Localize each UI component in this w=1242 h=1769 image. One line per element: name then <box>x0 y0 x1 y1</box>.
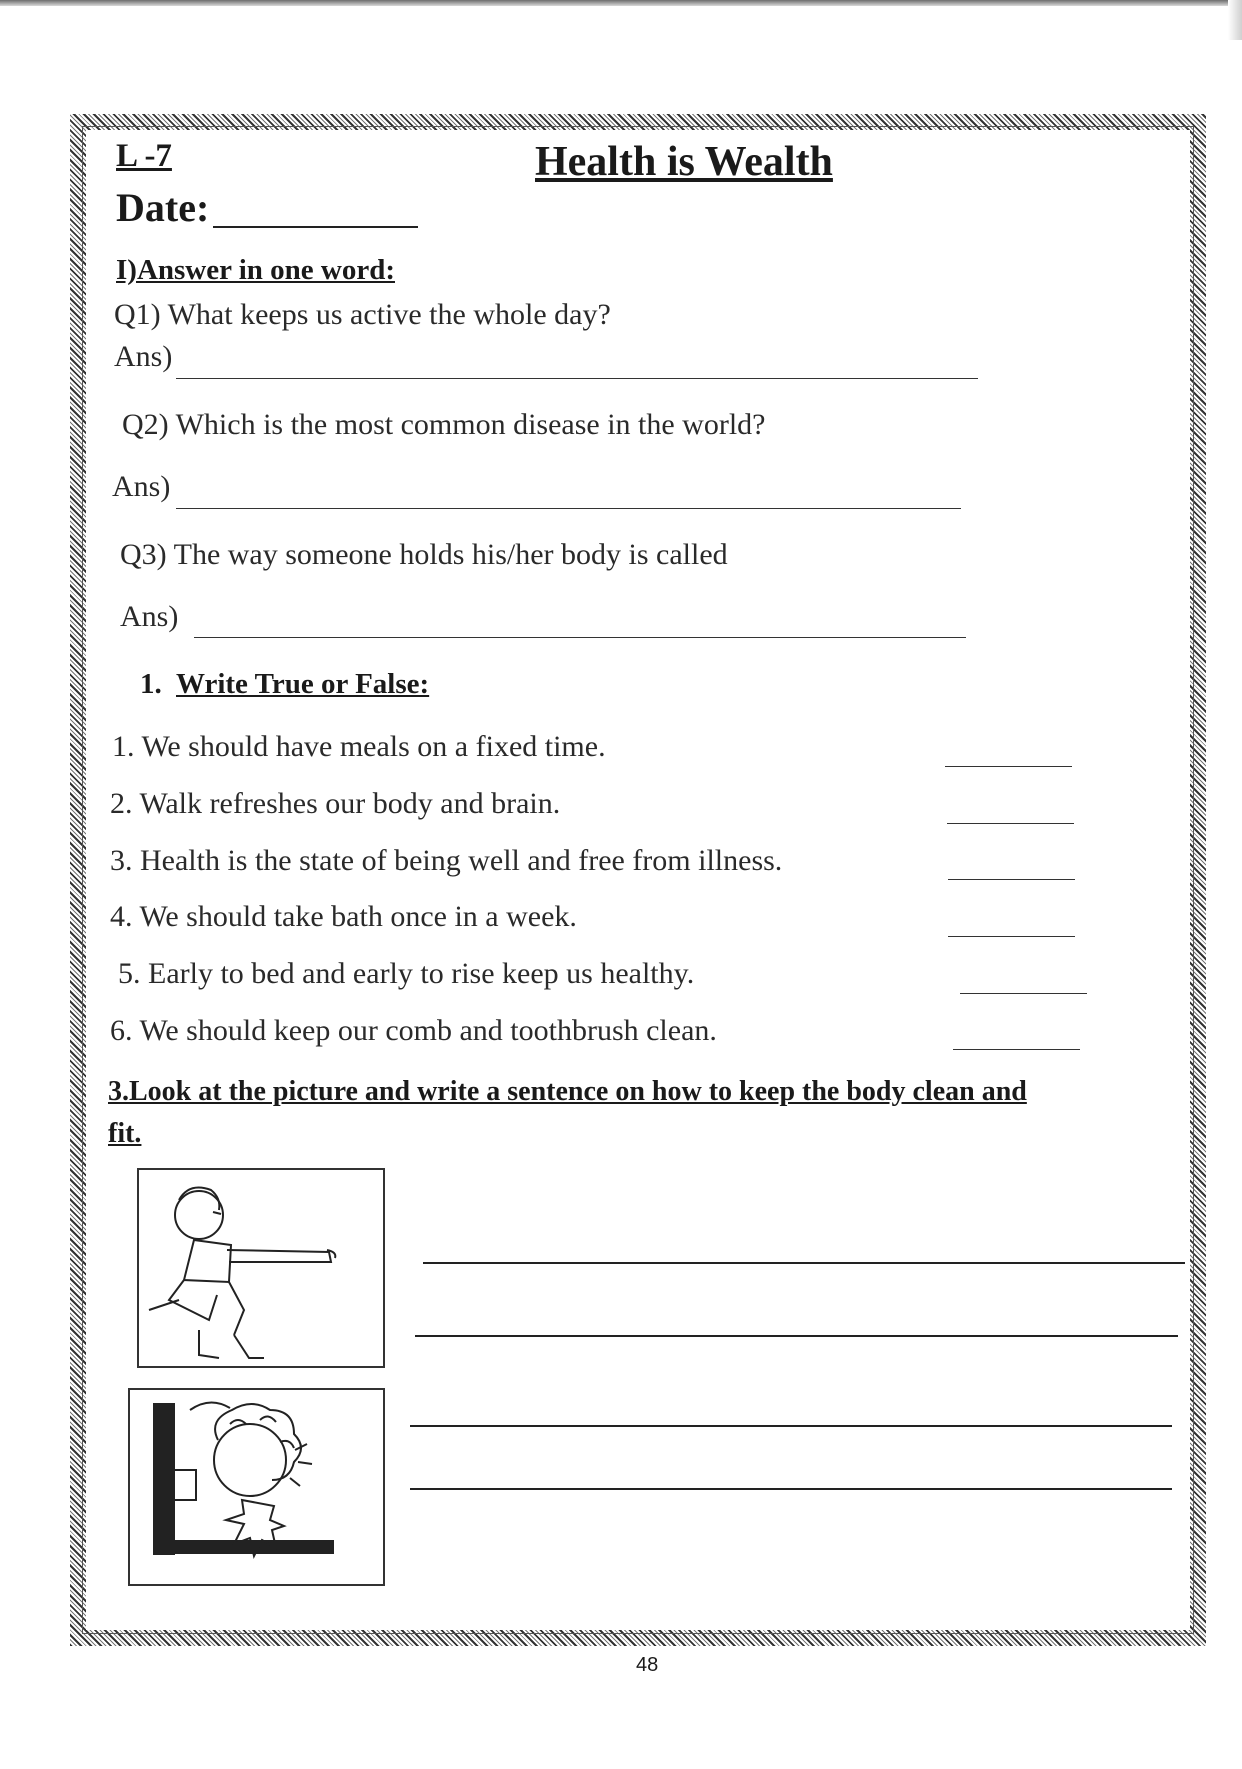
question-2: Q2) Which is the most common disease in the world? <box>122 408 766 441</box>
child-washing-hair-icon <box>130 1390 383 1584</box>
writing-line-3[interactable] <box>410 1425 1172 1427</box>
tf-blank-1[interactable] <box>945 766 1072 767</box>
writing-line-4[interactable] <box>410 1488 1172 1490</box>
writing-line-1[interactable] <box>423 1262 1185 1264</box>
picture-washing <box>128 1388 385 1586</box>
tf-item-3: 3. Health is the state of being well and free from illness. <box>110 844 783 877</box>
tf-item-4: 4. We should take bath once in a week. <box>110 900 577 933</box>
section3-heading-line2: fit. <box>108 1118 142 1149</box>
tf-item-2: 2. Walk refreshes our body and brain. <box>110 787 561 820</box>
answer-line-3[interactable] <box>194 637 966 638</box>
picture-exercise <box>137 1168 385 1368</box>
tf-item-1: 1. We should have meals on a fixed time. <box>112 730 606 763</box>
answer-label-2: Ans) <box>112 470 171 503</box>
scan-edge <box>0 0 1242 6</box>
tf-item-5: 5. Early to bed and early to rise keep us healthy. <box>118 957 695 990</box>
exercising-child-icon <box>139 1170 383 1366</box>
section3-heading-line1: 3.Look at the picture and write a sentence on how to keep the body clean and <box>108 1076 1027 1107</box>
date-field-line[interactable] <box>213 226 418 228</box>
section2-heading: Write True or False: <box>176 668 430 700</box>
answer-label-3: Ans) <box>120 600 179 633</box>
answer-line-1[interactable] <box>176 378 978 379</box>
tf-item-6: 6. We should keep our comb and toothbrush clean. <box>110 1014 717 1047</box>
tf-blank-5[interactable] <box>960 993 1087 994</box>
page-number: 48 <box>636 1654 659 1676</box>
question-3: Q3) The way someone holds his/her body is called <box>120 538 728 571</box>
tf-blank-6[interactable] <box>953 1049 1080 1050</box>
tf-blank-2[interactable] <box>947 823 1074 824</box>
section1-heading: I)Answer in one word: <box>116 254 395 286</box>
page-title: Health is Wealth <box>535 139 833 185</box>
tf-blank-4[interactable] <box>948 936 1075 937</box>
answer-line-2[interactable] <box>176 508 961 509</box>
section2-number: 1. <box>140 668 162 700</box>
writing-line-2[interactable] <box>415 1335 1178 1337</box>
answer-label-1: Ans) <box>114 340 173 373</box>
question-1: Q1) What keeps us active the whole day? <box>114 298 611 331</box>
tf-blank-3[interactable] <box>948 879 1075 880</box>
date-label: Date: <box>116 185 210 230</box>
lesson-number: L -7 <box>116 138 172 174</box>
scan-edge-right <box>1228 0 1242 40</box>
